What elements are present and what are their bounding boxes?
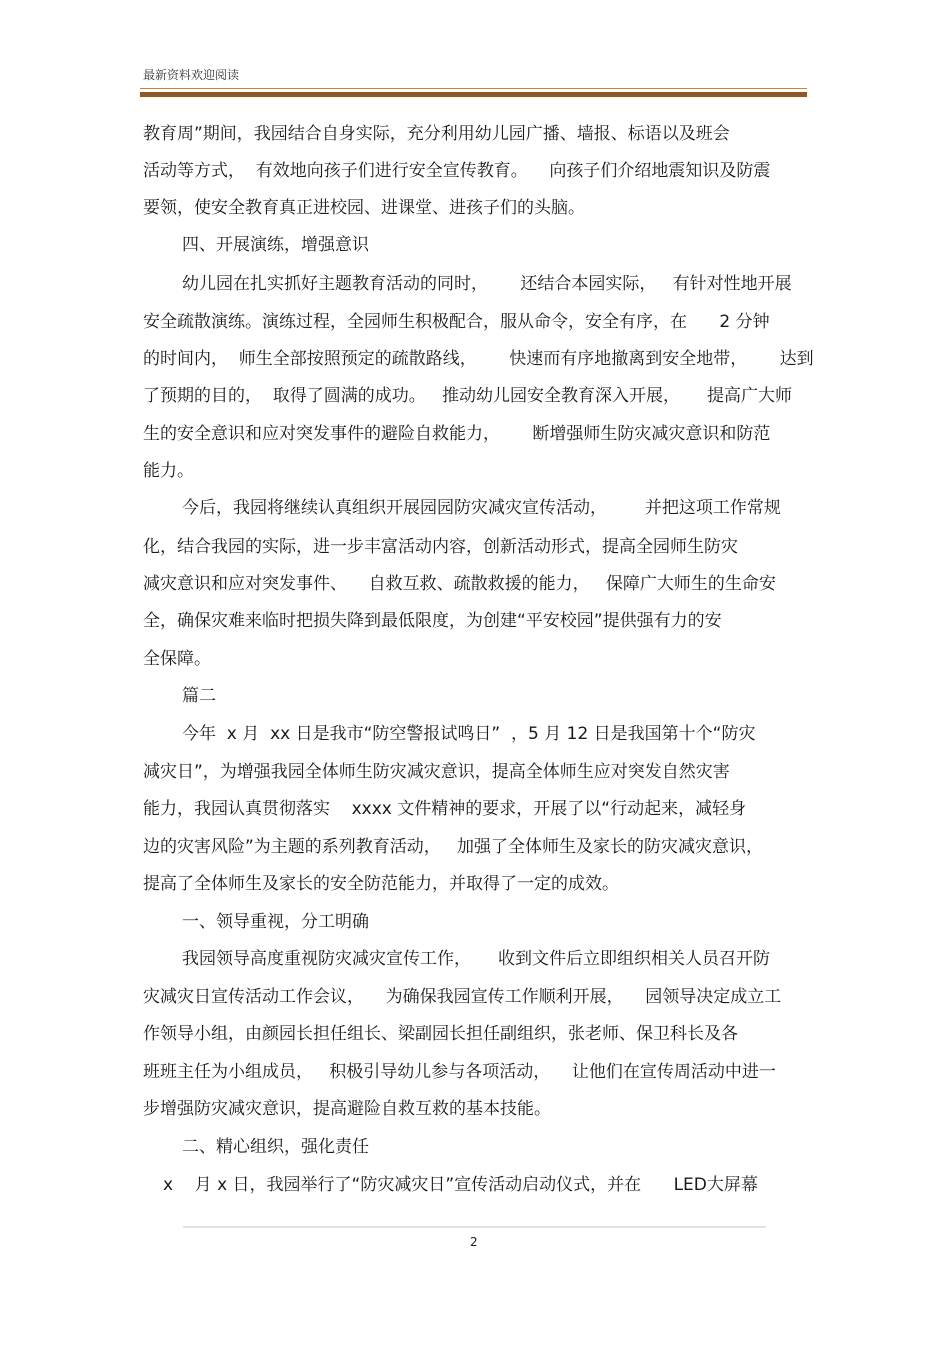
header-divider-thin bbox=[140, 88, 807, 89]
paragraph-line: 作领导小组，由颜园长担任组长、梁副园长担任副组织，张老师、保卫科长及各 bbox=[143, 1024, 738, 1044]
paragraph-line: 全保障。 bbox=[143, 649, 211, 669]
paragraph-line: 要领，使安全教育真正进校园、进课堂、进孩子们的头脑。 bbox=[143, 198, 585, 218]
paragraph-line: 今后，我园将继续认真组织开展园园防灾减灾宣传活动， 并把这项工作常规 bbox=[182, 498, 781, 518]
paragraph-line: 化，结合我园的实际，进一步丰富活动内容，创新活动形式，提高全园师生防灾 bbox=[143, 537, 738, 557]
paragraph-line: 提高了全体师生及家长的安全防范能力，并取得了一定的成效。 bbox=[143, 874, 619, 894]
section-heading: 二、精心组织，强化责任 bbox=[182, 1137, 369, 1157]
paragraph-line: 了预期的目的， 取得了圆满的成功。 推动幼儿园安全教育深入开展， 提高广大师 bbox=[143, 386, 793, 406]
paragraph-line: 减灾意识和应对突发事件、 自救互救、疏散救援的能力， 保障广大师生的生命安 bbox=[143, 574, 776, 594]
section-heading: 篇二 bbox=[182, 686, 216, 706]
header-title: 最新资料欢迎阅读 bbox=[143, 68, 240, 82]
header-divider-thick bbox=[140, 92, 807, 97]
page-number: 2 bbox=[470, 1235, 478, 1249]
paragraph-line: 生的安全意识和应对突发事件的避险自救能力， 断增强师生防灾减灾意识和防范 bbox=[143, 424, 771, 444]
paragraph-line: 教育周”期间，我园结合自身实际，充分利用幼儿园广播、墙报、标语以及班会 bbox=[143, 124, 730, 144]
paragraph-line: 全，确保灾难来临时把损失降到最低限度，为创建“平安校园”提供强有力的安 bbox=[143, 611, 722, 631]
paragraph-line: 减灾日”，为增强我园全体师生防灾减灾意识，提高全体师生应对突发自然灾害 bbox=[143, 762, 730, 782]
paragraph-line: 能力，我园认真贯彻落实 xxxx 文件精神的要求，开展了以“行动起来，减轻身 bbox=[143, 799, 747, 819]
paragraph-line: 今年 x 月 xx 日是我市“防空警报试鸣日” ，5 月 12 日是我国第十个“防灾 bbox=[182, 724, 756, 744]
footer-divider bbox=[183, 1226, 766, 1228]
paragraph-line: 的时间内， 师生全部按照预定的疏散路线， 快速而有序地撤离到安全地带， 达到 bbox=[143, 349, 814, 369]
paragraph-line: 活动等方式， 有效地向孩子们进行安全宣传教育。 向孩子们介绍地震知识及防震 bbox=[143, 161, 771, 181]
paragraph-line: x 月 x 日，我园举行了“防灾减灾日”宣传活动启动仪式，并在 LED大屏幕 bbox=[163, 1175, 758, 1195]
paragraph-line: 安全疏散演练。演练过程，全园师生积极配合，服从命令，安全有序，在 2 分钟 bbox=[143, 312, 770, 332]
paragraph-line: 灾减灾日宣传活动工作会议， 为确保我园宣传工作顺利开展， 园领导决定成立工 bbox=[143, 987, 782, 1007]
paragraph-line: 幼儿园在扎实抓好主题教育活动的同时， 还结合本园实际， 有针对性地开展 bbox=[182, 274, 792, 294]
paragraph-line: 步增强防灾减灾意识，提高避险自救互救的基本技能。 bbox=[143, 1099, 551, 1119]
paragraph-line: 能力。 bbox=[143, 461, 194, 481]
section-heading: 四、开展演练，增强意识 bbox=[182, 235, 369, 255]
section-heading: 一、领导重视，分工明确 bbox=[182, 912, 369, 932]
paragraph-line: 边的灾害风险”为主题的系列教育活动， 加强了全体师生及家长的防灾减灾意识， bbox=[143, 837, 764, 857]
paragraph-line: 班班主任为小组成员， 积极引导幼儿参与各项活动， 让他们在宣传周活动中进一 bbox=[143, 1062, 776, 1082]
paragraph-line: 我园领导高度重视防灾减灾宣传工作， 收到文件后立即组织相关人员召开防 bbox=[182, 949, 771, 969]
